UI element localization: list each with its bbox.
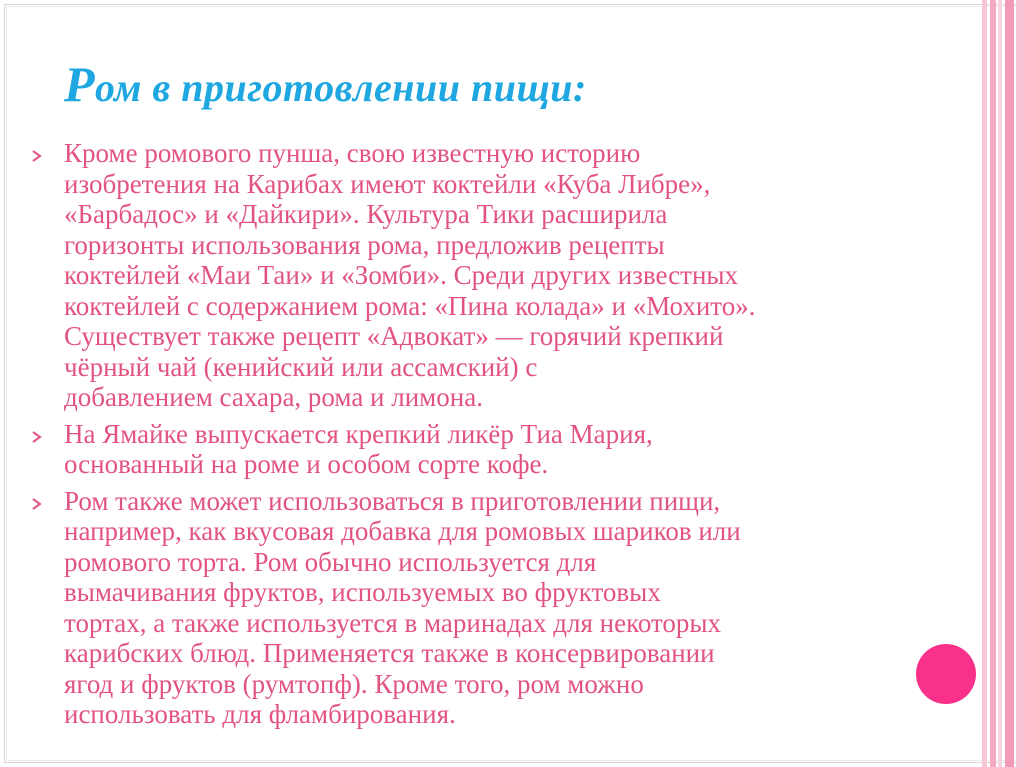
chevron-right-icon — [30, 430, 44, 444]
bullet-line: ромового торта. Ром обычно используется для — [64, 546, 597, 577]
bullet-line: Ром также может использоваться в приготовлении пищи, — [64, 485, 721, 516]
bullet-line: основанный на роме и особом сорте кофе. — [64, 449, 549, 479]
bullet-item — [30, 419, 970, 480]
bullet-line: например, как вкусовая добавка для ромовых шариков или — [64, 516, 741, 546]
chevron-right-icon — [30, 497, 44, 511]
bullet-list — [30, 138, 970, 736]
bullet-line: вымачивания фруктов, используемых во фруктовых — [64, 577, 661, 607]
bullet-line: изобретения на Карибах имеют коктейли «Куба Либре», — [64, 168, 711, 199]
chevron-right-icon — [30, 149, 44, 163]
bullet-line: коктейлей «Маи Таи» и «Зомби». Среди других известных — [64, 260, 739, 290]
bullet-line: добавлением сахара, рома и лимона. — [64, 382, 483, 412]
bullet-item — [30, 138, 970, 413]
pink-circle-decoration — [916, 644, 976, 704]
bullet-line: тортах, а также используется в маринадах для некоторых — [64, 607, 722, 638]
bullet-item — [30, 486, 970, 730]
bullet-line: ягод и фруктов (румтопф). Кроме того, ром можно — [64, 668, 644, 699]
decorative-stripe — [982, 0, 987, 767]
decorative-stripe — [1016, 0, 1024, 767]
bullet-line: чёрный чай (кенийский или ассамский) с — [64, 351, 538, 382]
bullet-line: коктейлей с содержанием рома: «Пина колада» и «Мохито». — [64, 290, 756, 321]
bullet-line: карибских блюд. Применяется также в консервировании — [64, 638, 715, 668]
bullet-line: Существует также рецепт «Адвокат» — горячий крепкий — [64, 321, 724, 351]
slide-title-first-letter: Р — [64, 56, 96, 112]
slide-title-rest: ом в приготовлении пищи: — [95, 65, 587, 110]
bullet-line: горизонты использования рома, предложив рецепты — [64, 229, 665, 260]
bullet-text — [64, 138, 970, 413]
bullet-text — [64, 419, 970, 480]
bullet-line: Кроме ромового пунша, свою известную историю — [64, 138, 641, 168]
bullet-line: использовать для фламбирования. — [64, 699, 456, 729]
decorative-stripe — [990, 0, 996, 767]
bullet-line: На Ямайке выпускается крепкий ликёр Тиа Мария, — [64, 418, 653, 449]
decorative-stripe — [998, 0, 1002, 767]
decorative-stripe — [1005, 0, 1014, 767]
bullet-line: «Барбадос» и «Дайкири». Культура Тики расширила — [64, 199, 668, 229]
slide-title — [64, 52, 964, 120]
bullet-text — [64, 486, 970, 730]
